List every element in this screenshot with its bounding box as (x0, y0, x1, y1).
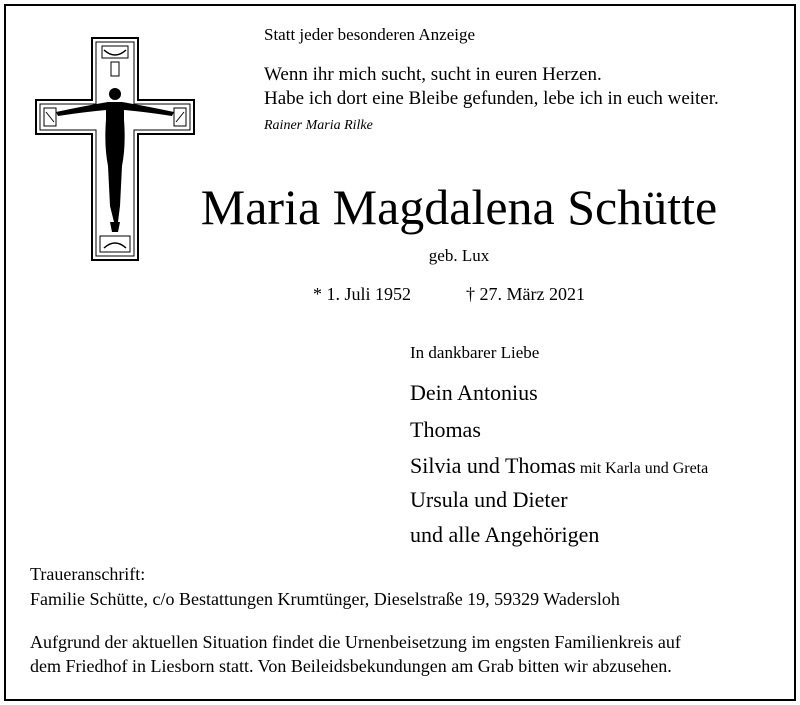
address-text: Familie Schütte, c/o Bestattungen Krumtünger, Dieselstraße 19, 59329 Wadersloh (30, 589, 620, 609)
address-label: Traueranschrift: (30, 564, 146, 584)
closing-line-2: dem Friedhof in Liesborn statt. Von Beileidsbekundungen am Grab bitten wir abzusehen. (30, 656, 672, 676)
deceased-name: Maria Magdalena Schütte (200, 179, 718, 235)
birth-name: geb. Lux (428, 246, 490, 265)
quote-line-1: Wenn ihr mich sucht, sucht in euren Herzen. (264, 64, 602, 85)
birth-date: * 1. Juli 1952 (313, 284, 412, 304)
death-date: † 27. März 2021 (466, 284, 585, 304)
family-line-3-main: Silvia und Thomas (410, 453, 576, 478)
deceased-name-row (0, 178, 800, 236)
family-line-4: Ursula und Dieter (410, 487, 568, 512)
quote-line-2: Habe ich dort eine Bleibe gefunden, lebe ich in euch weiter. (264, 88, 719, 109)
family-line-2: Thomas (410, 417, 481, 442)
family-line-3 (410, 453, 708, 479)
family-line-5: und alle Angehörigen (410, 522, 600, 547)
gratitude-text: In dankbarer Liebe (410, 343, 540, 362)
family-line-1: Dein Antonius (410, 380, 538, 405)
closing-line-1: Aufgrund der aktuellen Situation findet die Urnenbeisetzung im engsten Familienkreis auf (30, 632, 681, 652)
birth-name-row (0, 246, 800, 266)
notice-intro: Statt jeder besonderen Anzeige (264, 25, 476, 44)
quote-author: Rainer Maria Rilke (264, 118, 373, 133)
family-line-3-small: mit Karla und Greta (575, 460, 709, 477)
